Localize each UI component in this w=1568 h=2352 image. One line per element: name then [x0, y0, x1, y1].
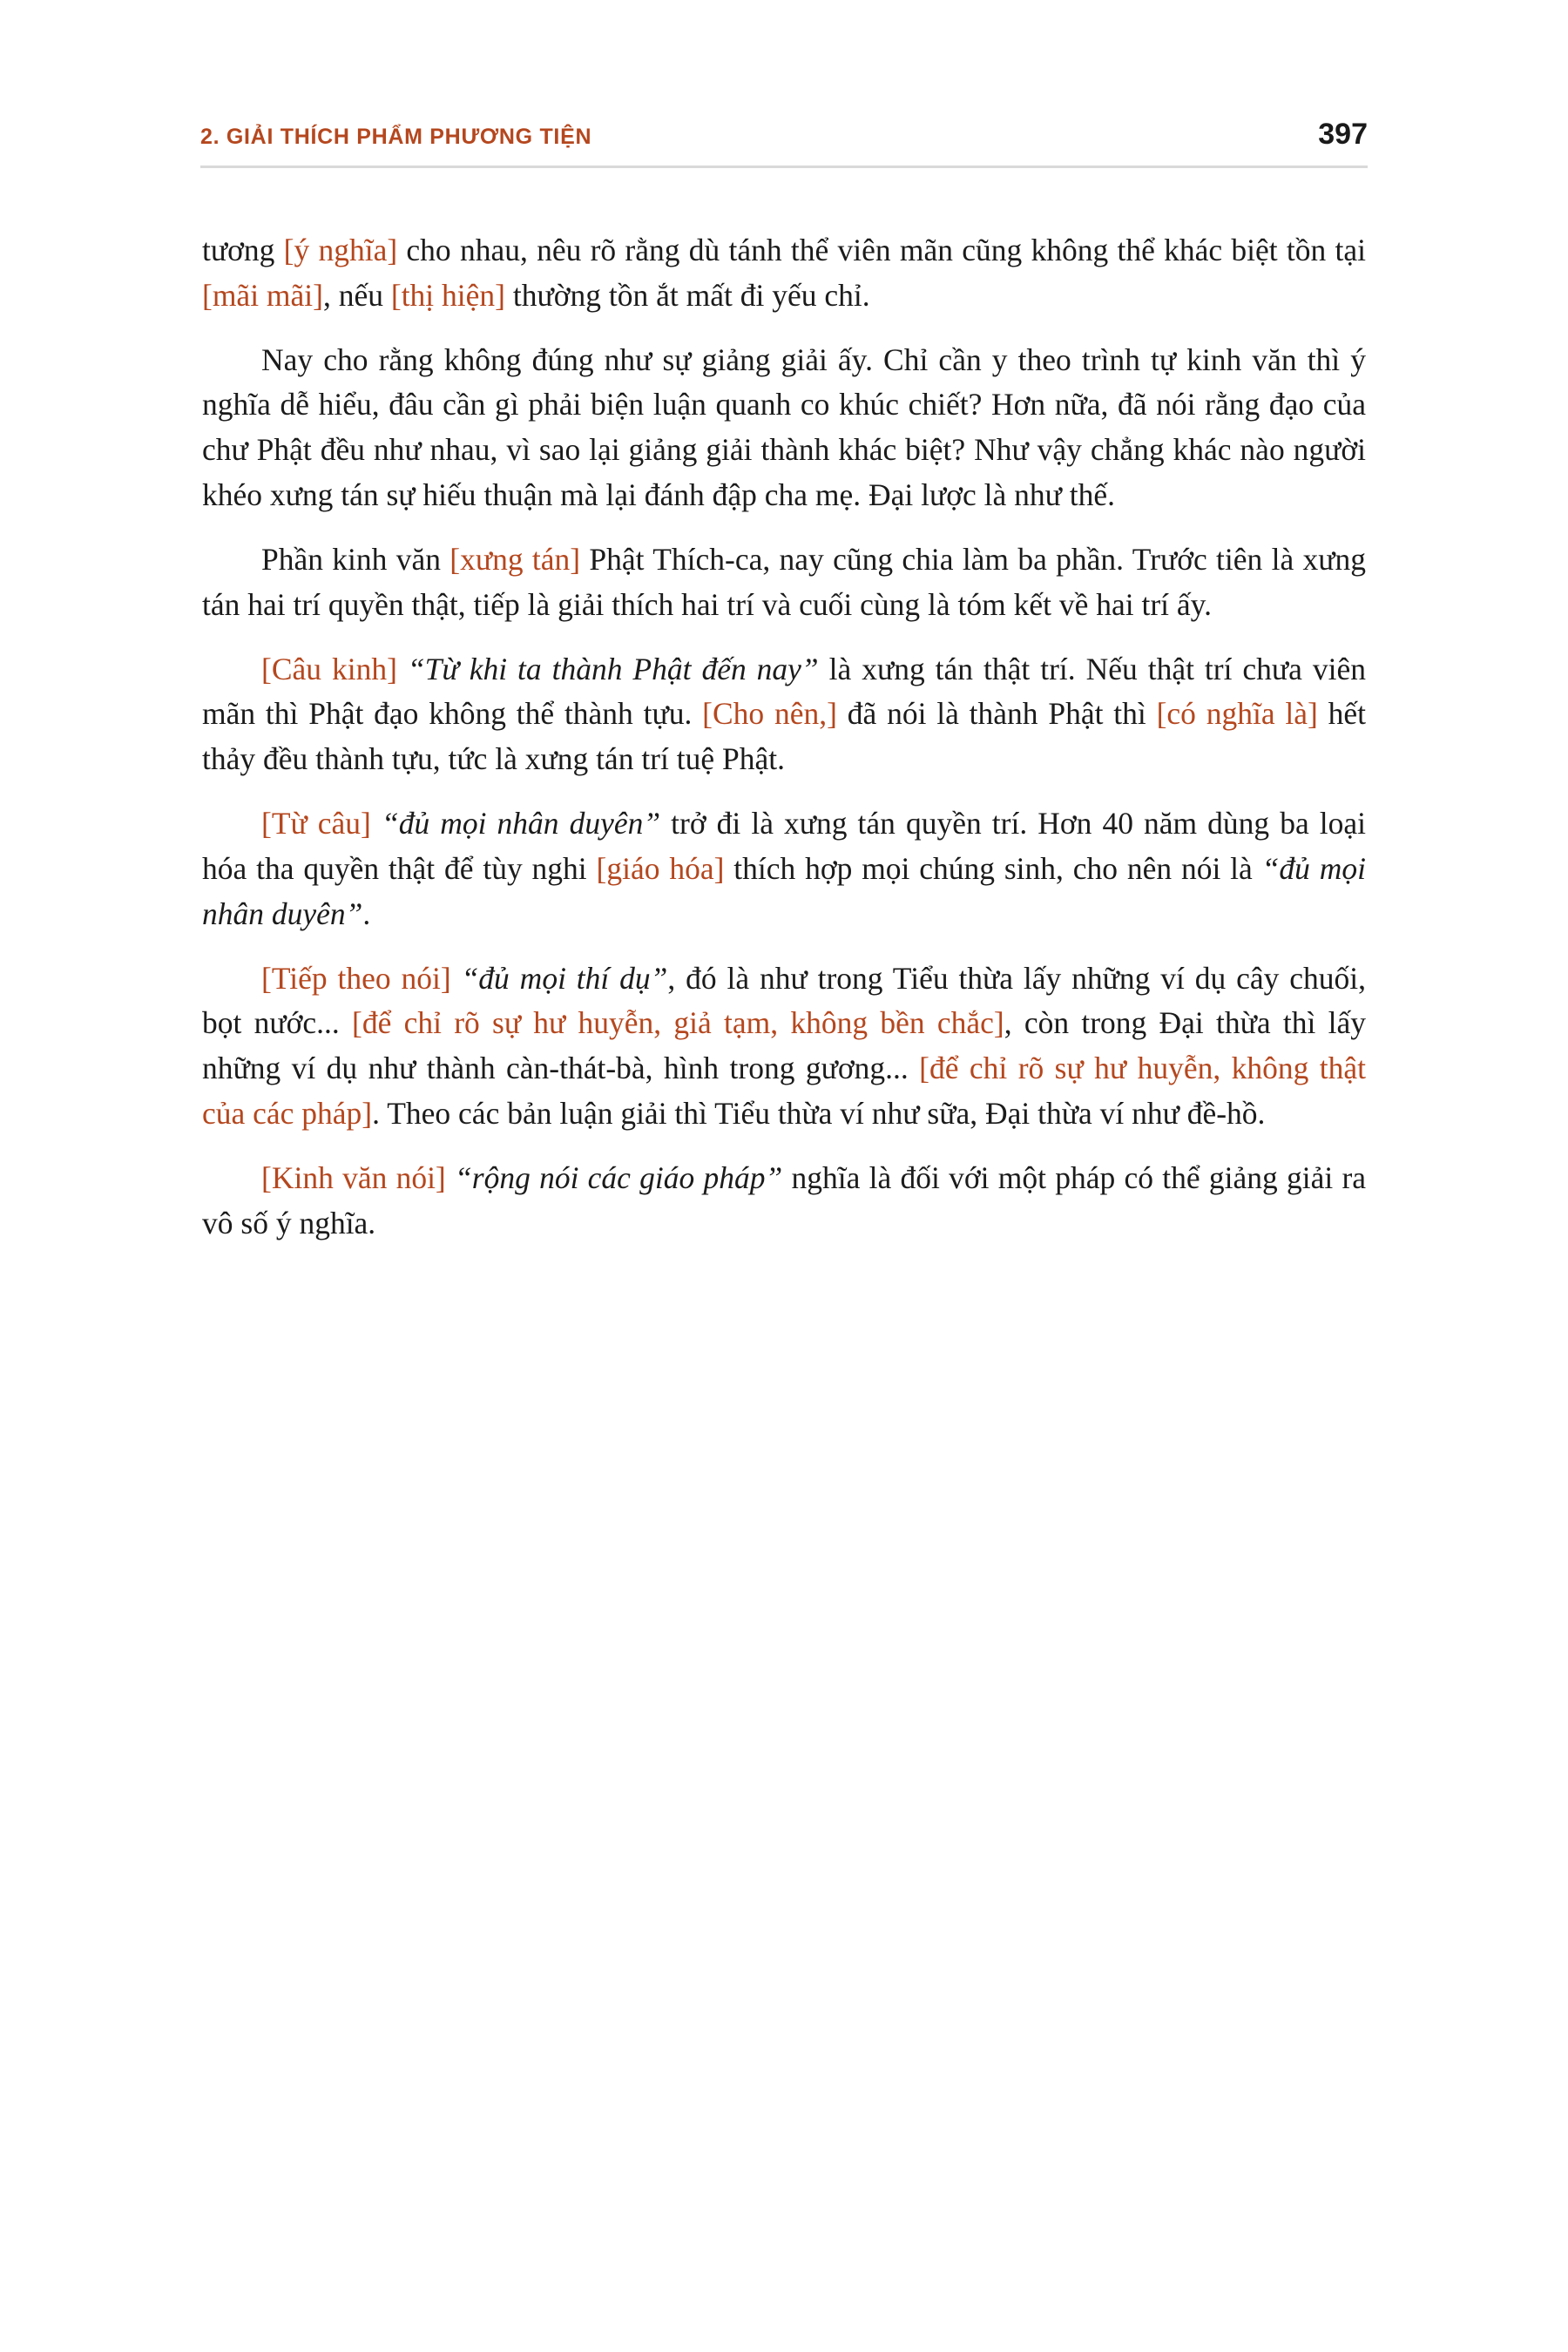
paragraph-4	[202, 647, 1366, 782]
text-run: Nay cho rằng không đúng như sự giảng giải ấy. Chỉ cần y theo trình tự kinh văn thì ý nghĩa dễ hiểu, đâu cần gì phải biện luận quanh co khúc chiết? Hơn nữa, đã nói rằng đạo của chư Phật đều như nhau, vì sao lại giảng giải thành khác biệt? Như vậy chẳng khác nào người khéo xưng tán sự hiếu thuận mà lại đánh đập cha mẹ. Đại lược là như thế.	[202, 341, 1366, 513]
running-head-title: 2. GIẢI THÍCH PHẨM PHƯƠNG TIỆN	[200, 125, 592, 149]
bracket-run: [ý nghĩa]	[283, 233, 398, 267]
bracket-run: [thị hiện]	[390, 277, 505, 313]
quote-run: “đủ mọi nhân duyên”	[381, 806, 661, 841]
paragraph-1	[202, 228, 1366, 319]
paragraph-3	[202, 537, 1366, 628]
text-run: Phật Thích-ca, nay cũng chia làm ba phần. Trước tiên là xưng tán hai trí quyền thật, tiếp là giải thích hai trí và cuối cùng là tóm kết về hai trí ấy.	[202, 541, 1366, 622]
text-run: thường tồn ắt mất đi yếu chỉ.	[505, 277, 870, 313]
text-run	[451, 961, 462, 996]
quote-run: “rộng nói các giáo pháp”	[455, 1159, 783, 1195]
bracket-run: [Cho nên,]	[702, 696, 837, 732]
header-divider	[200, 166, 1368, 168]
paragraph-2	[202, 338, 1366, 518]
paragraph-5	[202, 801, 1366, 936]
text-run: trở đi là xưng tán quyền trí. Hơn 40 năm dùng ba loại hóa tha quyền thật để tùy nghi	[202, 806, 1367, 886]
text-run: là xưng tán thật trí. Nếu thật trí chưa viên mãn thì Phật đạo không thể thành tựu.	[202, 651, 1366, 732]
text-run: , nếu	[322, 277, 391, 313]
quote-run: “đủ mọi thí dụ”	[461, 960, 668, 996]
bracket-run: [để chỉ rõ sự hư huyễn, giả tạm, không bền chắc]	[352, 1005, 1004, 1041]
bracket-run: [mãi mãi]	[202, 277, 323, 313]
bracket-run: [giáo hóa]	[596, 850, 725, 886]
text-run: . Theo các bản luận giải thì Tiểu thừa ví như sữa, Đại thừa ví như đề-hồ.	[372, 1096, 1266, 1132]
bracket-run: [để chỉ rõ sự hư huyễn, không thật của các pháp]	[202, 1051, 1367, 1132]
text-run	[446, 1160, 455, 1195]
paragraph-6	[202, 956, 1366, 1137]
page-number: 397	[1318, 118, 1368, 151]
text-run: đã nói là thành Phật thì	[836, 696, 1157, 732]
text-run	[371, 806, 382, 841]
text-run: thích hợp mọi chúng sinh, cho nên nói là	[724, 850, 1262, 886]
bracket-run: [có nghĩa là]	[1156, 696, 1318, 732]
text-run: nghĩa là đối với một pháp có thể giảng giải ra vô số ý nghĩa.	[202, 1159, 1367, 1240]
bracket-run: [xưng tán]	[449, 541, 581, 577]
page-header	[200, 118, 1368, 152]
text-run: , còn trong Đại thừa thì lấy những ví dụ như thành càn-thát-bà, hình trong gương...	[202, 1005, 1366, 1086]
text-run: hết thảy đều thành tựu, tức là xưng tán trí tuệ Phật.	[202, 696, 1367, 777]
page-content	[202, 228, 1366, 1255]
bracket-run: [Từ câu]	[261, 806, 371, 841]
bracket-run: [Kinh văn nói]	[261, 1159, 446, 1195]
text-run: tương	[202, 233, 284, 267]
text-run: .	[362, 896, 371, 931]
text-run: , đó là như trong Tiểu thừa lấy những ví dụ cây chuối, bọt nước...	[202, 960, 1367, 1041]
text-run: Phần kinh văn	[261, 541, 450, 577]
quote-run: “đủ mọi nhân duyên”	[202, 850, 1366, 931]
bracket-run: [Câu kinh]	[261, 651, 397, 686]
paragraph-7	[202, 1156, 1366, 1247]
text-run: cho nhau, nêu rõ rằng dù tánh thể viên mãn cũng không thể khác biệt tồn tại	[397, 233, 1366, 267]
text-run	[397, 652, 408, 686]
quote-run: “Từ khi ta thành Phật đến nay”	[407, 651, 819, 686]
bracket-run: [Tiếp theo nói]	[261, 960, 451, 996]
